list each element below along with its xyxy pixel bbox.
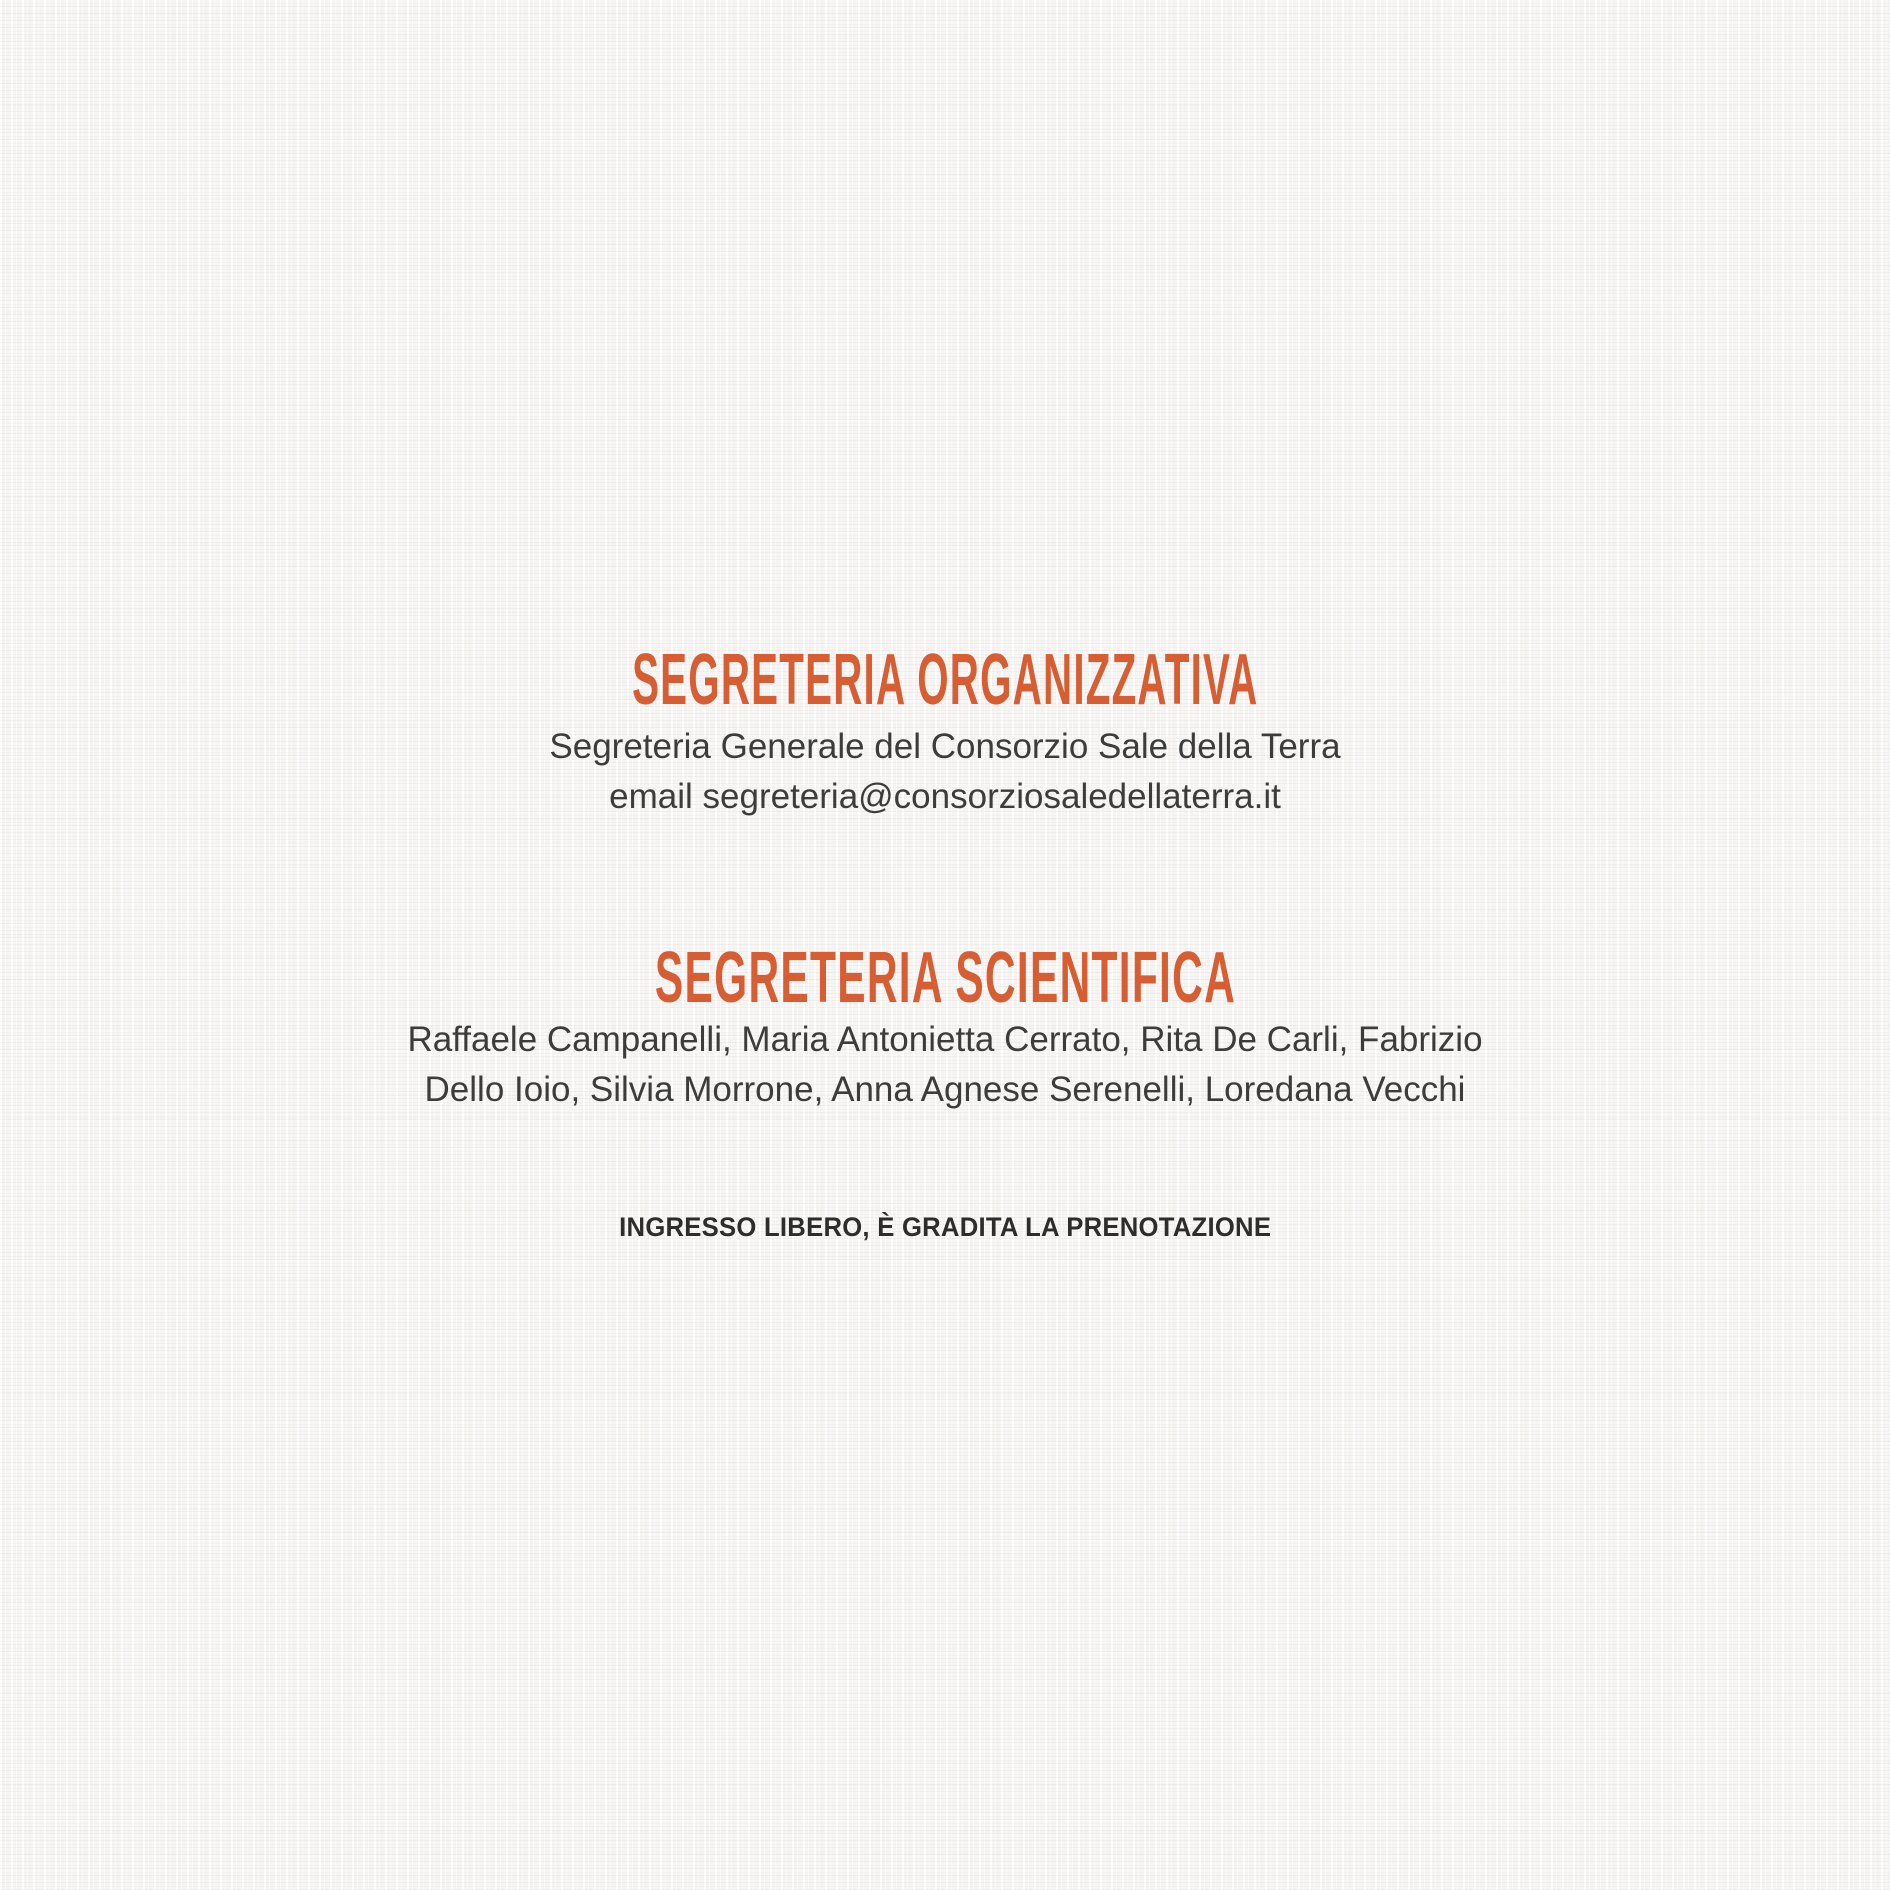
scientific-secretariat-names <box>0 1015 1890 1115</box>
scientific-secretariat-names-line: Dello Ioio, Silvia Morrone, Anna Agnese Serenelli, Loredana Vecchi <box>424 1070 1466 1109</box>
admission-note <box>0 1214 1890 1241</box>
scientific-secretariat-names-line: Raffaele Campanelli, Maria Antonietta Cerrato, Rita De Carli, Fabrizio <box>407 1020 1483 1059</box>
scientific-secretariat-title-text: SEGRETERIA SCIENTIFICA <box>654 938 1236 1018</box>
organizing-secretariat-title <box>0 640 1890 720</box>
scientific-secretariat-title <box>0 938 1890 1018</box>
organizing-secretariat-title-text: SEGRETERIA ORGANIZZATIVA <box>631 640 1259 720</box>
organizing-secretariat-line: Segreteria Generale del Consorzio Sale della Terra <box>549 727 1341 766</box>
admission-note-text: INGRESSO LIBERO, È GRADITA LA PRENOTAZIONE <box>618 1212 1272 1242</box>
organizing-secretariat-email-line: email segreteria@consorziosaledellaterra.it <box>609 777 1281 816</box>
organizing-secretariat-details <box>0 722 1890 822</box>
